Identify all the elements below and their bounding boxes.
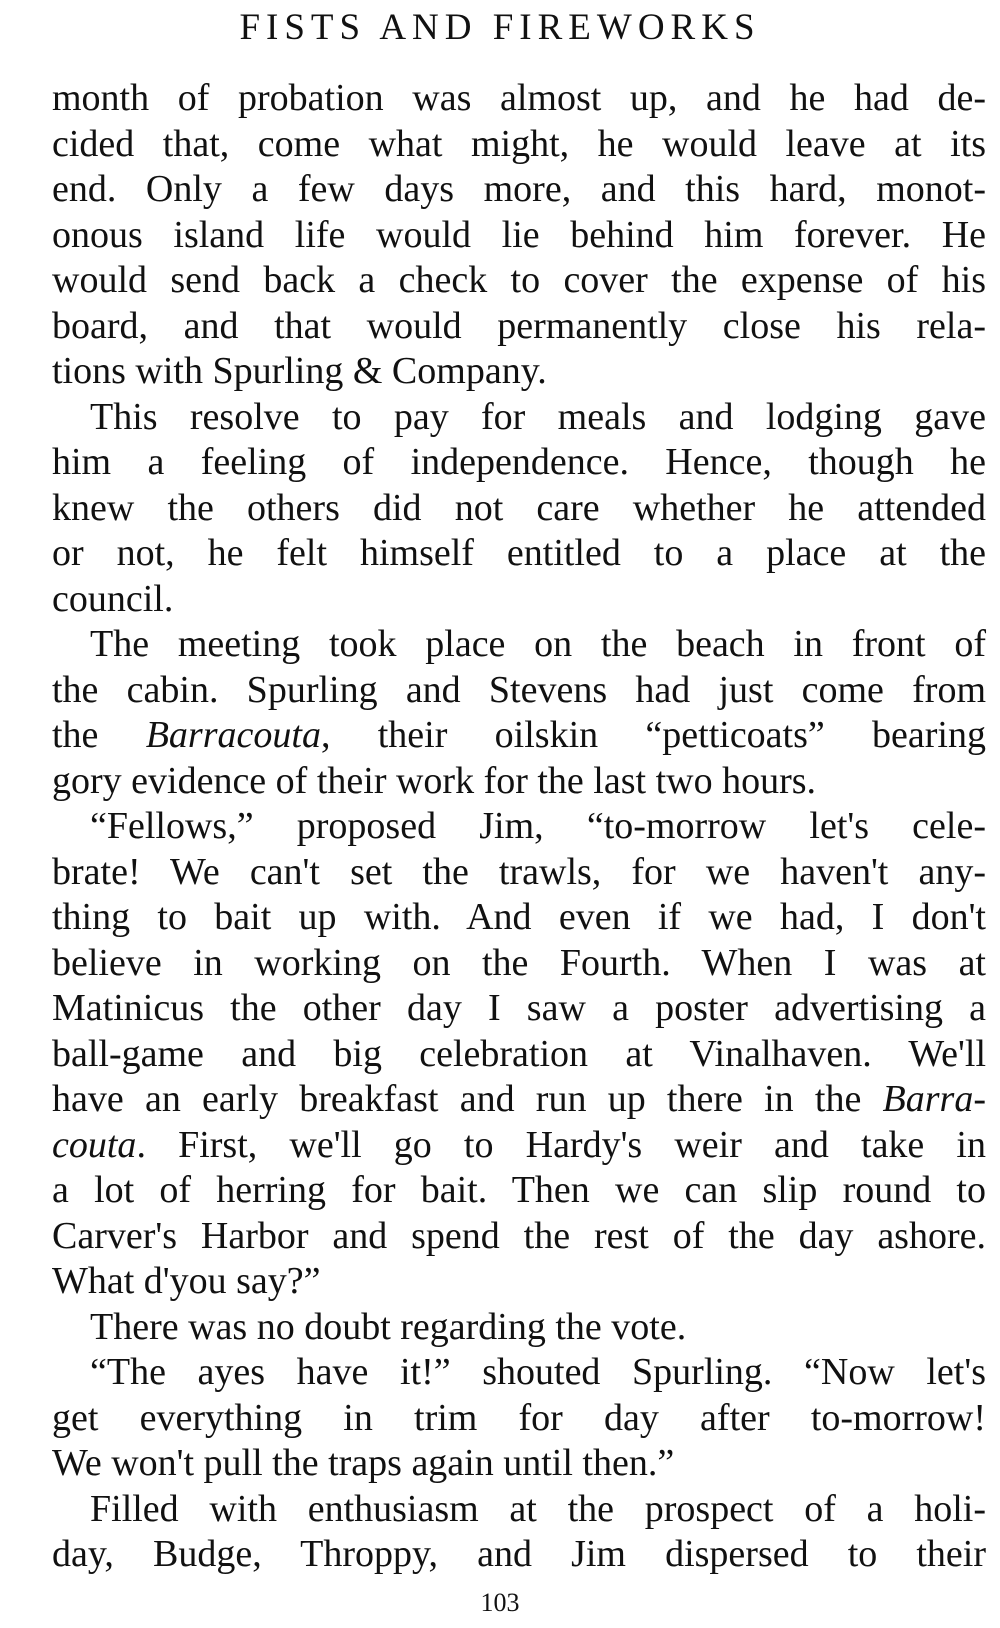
running-head: FISTS AND FIREWORKS <box>239 7 761 48</box>
text-line: thing to bait up with. And even if we had, I don't <box>52 896 986 938</box>
text-line: The meeting took place on the beach in front of <box>90 623 986 665</box>
paragraph-6 <box>14 1350 986 1487</box>
text-line: Matinicus the other day I saw a poster advertising a <box>52 987 986 1029</box>
text-line: the cabin. Spurling and Stevens had just come from <box>52 668 986 711</box>
paragraph-4 <box>14 804 986 1305</box>
text-line: have an early breakfast and run up there in the Barra- <box>52 1078 986 1120</box>
text-line: month of probation was almost up, and he had de- <box>52 77 986 119</box>
text-line: cided that, come what might, he would leave at its <box>52 122 986 165</box>
text-line: a lot of herring for bait. Then we can slip round to <box>52 1169 986 1211</box>
text-line: board, and that would permanently close his rela- <box>52 304 986 347</box>
text-line: would send back a check to cover the expense of his <box>52 259 986 301</box>
text-line: Filled with enthusiasm at the prospect of a holi- <box>90 1487 986 1530</box>
paragraph-5 <box>14 1305 986 1351</box>
text-line: council. <box>52 577 174 620</box>
paragraph-7 <box>14 1487 986 1578</box>
text-line: There was no doubt regarding the vote. <box>90 1305 687 1348</box>
page-number: 103 <box>480 1588 520 1617</box>
text-line: or not, he felt himself entitled to a place at the <box>52 532 986 574</box>
text-line: the Barracouta, their oilskin “petticoats” bearing <box>52 714 986 756</box>
text-line: tions with Spurling & Company. <box>52 350 547 392</box>
text-line: ball-game and big celebration at Vinalhaven. We'll <box>52 1032 986 1075</box>
text-line: This resolve to pay for meals and lodging gave <box>90 395 986 438</box>
text-line: “Fellows,” proposed Jim, “to-morrow let's cele- <box>90 805 986 847</box>
text-line: day, Budge, Throppy, and Jim dispersed to their <box>52 1533 986 1575</box>
text-line: him a feeling of independence. Hence, though he <box>52 441 986 483</box>
text-line: We won't pull the traps again until then.” <box>52 1442 675 1484</box>
text-line: knew the others did not care whether he attended <box>52 486 986 529</box>
text-line: What d'you say?” <box>52 1260 321 1302</box>
text-line: end. Only a few days more, and this hard, monot- <box>52 168 986 210</box>
text-line: Carver's Harbor and spend the rest of the day ashore. <box>52 1214 986 1257</box>
text-line: brate! We can't set the trawls, for we haven't any- <box>52 850 986 893</box>
text-line: “The ayes have it!” shouted Spurling. “Now let's <box>90 1351 986 1393</box>
paragraph-3 <box>14 622 986 804</box>
paragraph-2 <box>14 395 986 623</box>
text-line: believe in working on the Fourth. When I was at <box>52 941 986 984</box>
text-line: onous island life would lie behind him forever. He <box>52 213 986 256</box>
text-line: couta. First, we'll go to Hardy's weir and take in <box>52 1123 986 1166</box>
body-text <box>14 76 986 1578</box>
text-line: gory evidence of their work for the last two hours. <box>52 759 817 802</box>
paragraph-1 <box>14 76 986 395</box>
text-line: get everything in trim for day after to-morrow! <box>52 1396 986 1439</box>
